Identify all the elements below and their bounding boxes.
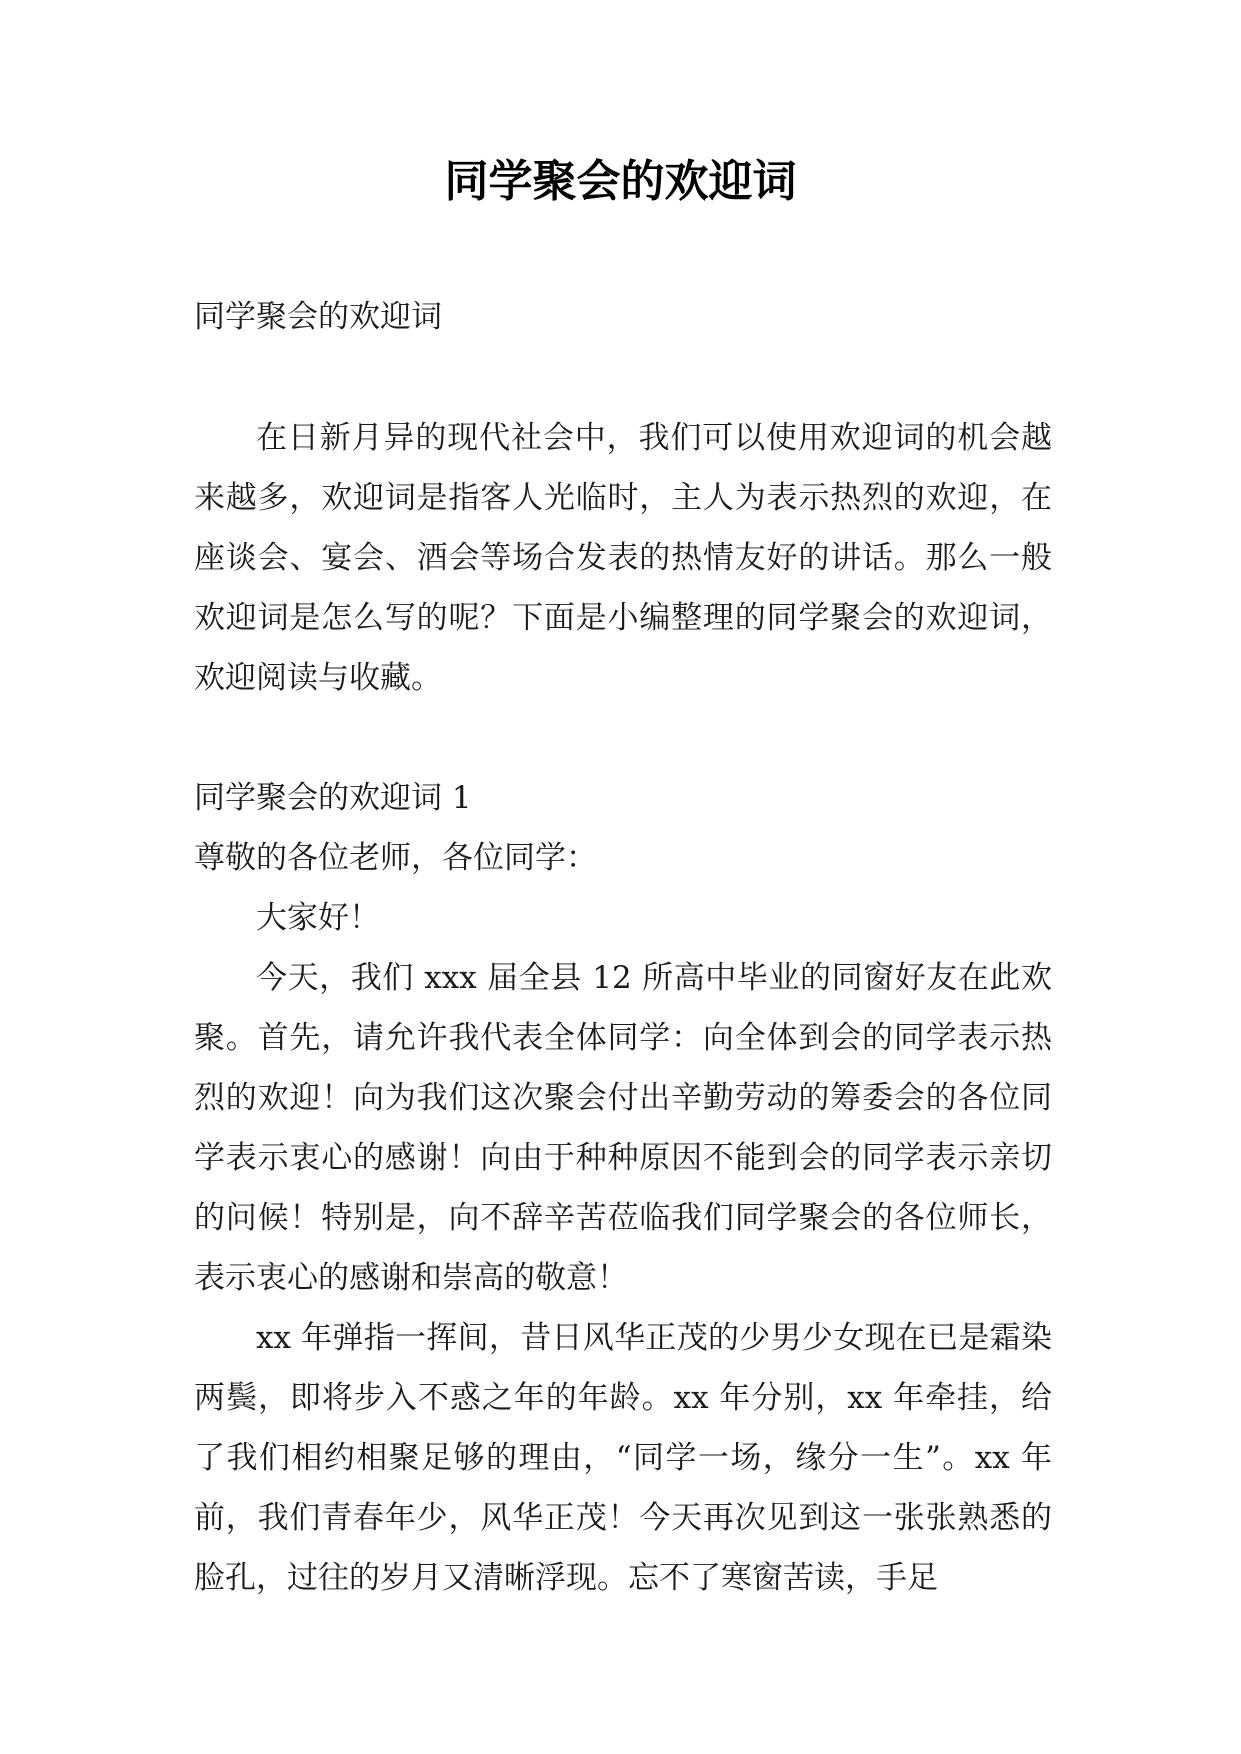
intro-paragraph: 在日新月异的现代社会中，我们可以使用欢迎词的机会越来越多，欢迎词是指客人光临时，主人为表示热烈的欢迎，在座谈会、宴会、酒会等场合发表的热情友好的讲话。那么一般欢迎词是怎么写的呢？下面是小编整理的同学聚会的欢迎词，欢迎阅读与收藏。 [194,420,1052,696]
salutation: 尊敬的各位老师，各位同学： [194,840,597,876]
document-body [194,287,1052,1608]
document-title: 同学聚会的欢迎词 [444,156,797,207]
section-heading: 同学聚会的欢迎词 1 [194,780,472,816]
body-paragraph-2: xx 年弹指一挥间，昔日风华正茂的少男少女现在已是霜染两鬓，即将步入不惑之年的年龄。xx 年分别，xx 年牵挂，给了我们相约相聚足够的理由，“同学一场，缘分一生”。xx 年前，我们青春年少，风华正茂！今天再次见到这一张张熟悉的脸孔，过往的岁月又清晰浮现。忘不了寒窗苦读，手足 [194,1320,1052,1596]
greeting: 大家好！ [256,900,380,936]
document-subtitle: 同学聚会的欢迎词 [194,299,442,335]
body-paragraph-1: 今天，我们 xxx 届全县 12 所高中毕业的同窗好友在此欢聚。首先，请允许我代表全体同学：向全体到会的同学表示热烈的欢迎！向为我们这次聚会付出辛勤劳动的筹委会的各位同学表示衷心的感谢！向由于种种原因不能到会的同学表示亲切的问候！特别是，向不辞辛苦莅临我们同学聚会的各位师长，表示衷心的感谢和崇高的敬意！ [194,960,1052,1296]
